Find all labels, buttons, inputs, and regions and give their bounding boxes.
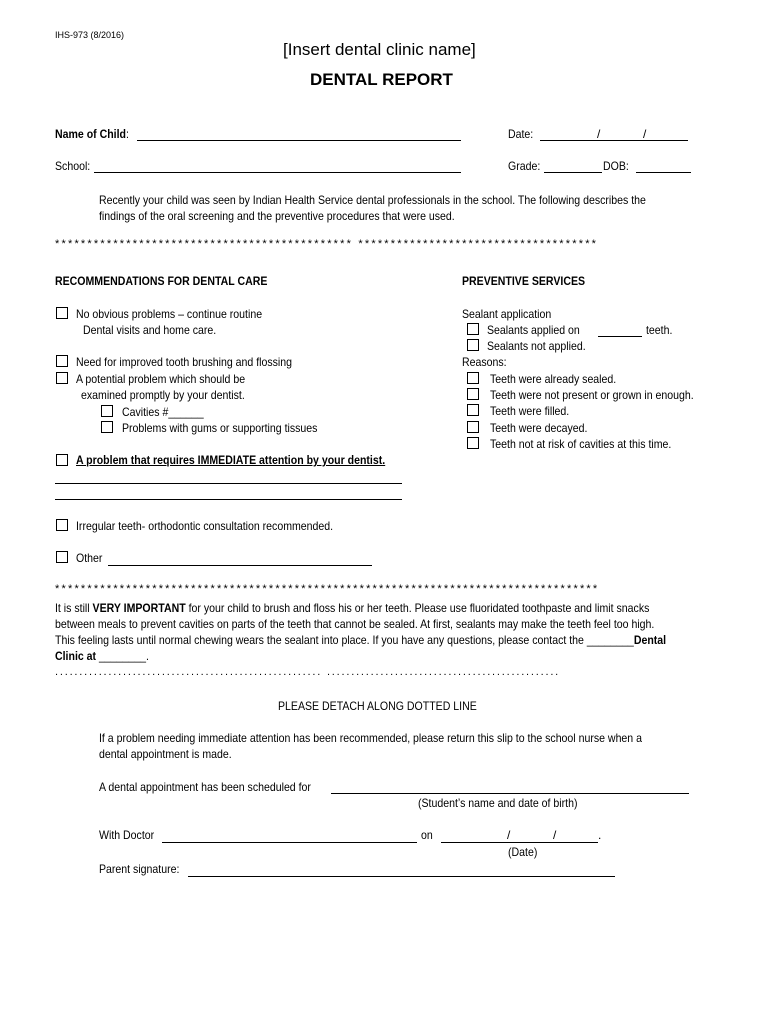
no-problems-label-2: Dental visits and home care. bbox=[83, 323, 217, 337]
grade-label: Grade: bbox=[508, 159, 541, 173]
school-label: School: bbox=[55, 159, 91, 173]
intro-line-1: Recently your child was seen by Indian Health Service dental professionals in the school. The following describes the bbox=[99, 193, 646, 207]
teeth-label: teeth. bbox=[646, 323, 673, 337]
immediate-label: A problem that requires IMMEDIATE attention by your dentist. bbox=[76, 453, 386, 467]
reason-sealed-checkbox[interactable] bbox=[467, 372, 479, 384]
intro-line-2: findings of the oral screening and the preventive procedures that were used. bbox=[99, 209, 455, 223]
sealants-not-applied-checkbox[interactable] bbox=[467, 339, 479, 351]
reason-not-present-label: Teeth were not present or grown in enough. bbox=[490, 388, 694, 402]
name-of-child-field[interactable] bbox=[137, 140, 461, 141]
detach-instruction-1: If a problem needing immediate attention has been recommended, please return this slip to the school nurse when a bbox=[99, 731, 643, 745]
reason-filled-label: Teeth were filled. bbox=[490, 404, 570, 418]
preventive-heading: PREVENTIVE SERVICES bbox=[462, 274, 586, 288]
other-checkbox[interactable] bbox=[56, 551, 68, 563]
detach-instruction-2: dental appointment is made. bbox=[99, 747, 232, 761]
brushing-label: Need for improved tooth brushing and flossing bbox=[76, 355, 293, 369]
on-label: on bbox=[421, 828, 433, 842]
potential-problem-label-1: A potential problem which should be bbox=[76, 372, 246, 386]
dob-label: DOB: bbox=[603, 159, 629, 173]
immediate-checkbox[interactable] bbox=[56, 454, 68, 466]
form-id: IHS-973 (8/2016) bbox=[55, 30, 125, 40]
appointment-label: A dental appointment has been scheduled for bbox=[99, 780, 311, 794]
sealant-application-label: Sealant application bbox=[462, 307, 552, 321]
sealants-count-field[interactable] bbox=[598, 336, 642, 337]
date-caption: (Date) bbox=[508, 845, 538, 859]
gums-label: Problems with gums or supporting tissues bbox=[122, 421, 318, 435]
detach-heading: PLEASE DETACH ALONG DOTTED LINE bbox=[278, 699, 477, 713]
no-problems-label-1: No obvious problems – continue routine bbox=[76, 307, 263, 321]
recommendations-heading: RECOMMENDATIONS FOR DENTAL CARE bbox=[55, 274, 268, 288]
immediate-notes-line-2[interactable] bbox=[55, 499, 402, 500]
date-slash-1: / bbox=[597, 127, 601, 141]
appointment-date-period: . bbox=[598, 828, 602, 842]
date-field[interactable] bbox=[540, 140, 688, 141]
sealants-applied-label: Sealants applied on bbox=[487, 323, 580, 337]
notice-line-3: This feeling lasts until normal chewing wears the sealant into place. If you have any questions, please contact the ________Dental bbox=[55, 633, 667, 647]
reason-decayed-checkbox[interactable] bbox=[467, 421, 479, 433]
reasons-label: Reasons: bbox=[462, 355, 507, 369]
other-field[interactable] bbox=[108, 565, 372, 566]
name-of-child-label: Name of Child: bbox=[55, 127, 129, 141]
appointment-date-slash-1b: / bbox=[507, 828, 511, 842]
reason-filled-checkbox[interactable] bbox=[467, 404, 479, 416]
separator-stars-top: ********************************************** ************************************* bbox=[55, 238, 599, 250]
notice-line-4: Clinic at ________. bbox=[55, 649, 149, 663]
potential-problem-label-2: examined promptly by your dentist. bbox=[81, 388, 245, 402]
cavities-checkbox[interactable] bbox=[101, 405, 113, 417]
immediate-notes-line-1[interactable] bbox=[55, 483, 402, 484]
dob-field[interactable] bbox=[636, 172, 691, 173]
separator-stars-bottom: ************************************************************************************ bbox=[55, 583, 600, 595]
sealants-not-applied-label: Sealants not applied. bbox=[487, 339, 586, 353]
cavities-label: Cavities #______ bbox=[122, 405, 204, 419]
notice-line-2: between meals to prevent cavities on parts of the teeth that cannot be sealed. At first, sealants may make the teeth feel too high. bbox=[55, 617, 655, 631]
school-field[interactable] bbox=[94, 172, 461, 173]
date-label: Date: bbox=[508, 127, 534, 141]
irregular-teeth-checkbox[interactable] bbox=[56, 519, 68, 531]
reason-not-at-risk-checkbox[interactable] bbox=[467, 437, 479, 449]
parent-signature-label: Parent signature: bbox=[99, 862, 180, 876]
parent-signature-field[interactable] bbox=[188, 876, 615, 877]
reason-decayed-label: Teeth were decayed. bbox=[490, 421, 588, 435]
brushing-checkbox[interactable] bbox=[56, 355, 68, 367]
reason-not-at-risk-label: Teeth not at risk of cavities at this time. bbox=[490, 437, 672, 451]
student-caption: (Student’s name and date of birth) bbox=[418, 796, 578, 810]
appointment-date-field[interactable] bbox=[441, 842, 598, 843]
reason-sealed-label: Teeth were already sealed. bbox=[490, 372, 617, 386]
potential-problem-checkbox[interactable] bbox=[56, 372, 68, 384]
gums-checkbox[interactable] bbox=[101, 421, 113, 433]
notice-line-1: It is still VERY IMPORTANT for your child to brush and floss his or her teeth. Please use fluoridated toothpaste and limit snacks bbox=[55, 601, 650, 615]
detach-dotted-line: ....................................................... ................................................ bbox=[55, 666, 561, 678]
other-label: Other bbox=[76, 551, 103, 565]
reason-not-present-checkbox[interactable] bbox=[467, 388, 479, 400]
doctor-name-field[interactable] bbox=[162, 842, 417, 843]
grade-field[interactable] bbox=[544, 172, 602, 173]
student-name-dob-field[interactable] bbox=[331, 793, 689, 794]
appointment-date-slash-2: / bbox=[553, 828, 557, 842]
with-doctor-label: With Doctor bbox=[99, 828, 155, 842]
page-title: DENTAL REPORT bbox=[310, 70, 453, 89]
clinic-name: [Insert dental clinic name] bbox=[283, 40, 476, 59]
irregular-teeth-label: Irregular teeth- orthodontic consultation recommended. bbox=[76, 519, 334, 533]
date-slash-2: / bbox=[643, 127, 647, 141]
sealants-applied-checkbox[interactable] bbox=[467, 323, 479, 335]
no-problems-checkbox[interactable] bbox=[56, 307, 68, 319]
